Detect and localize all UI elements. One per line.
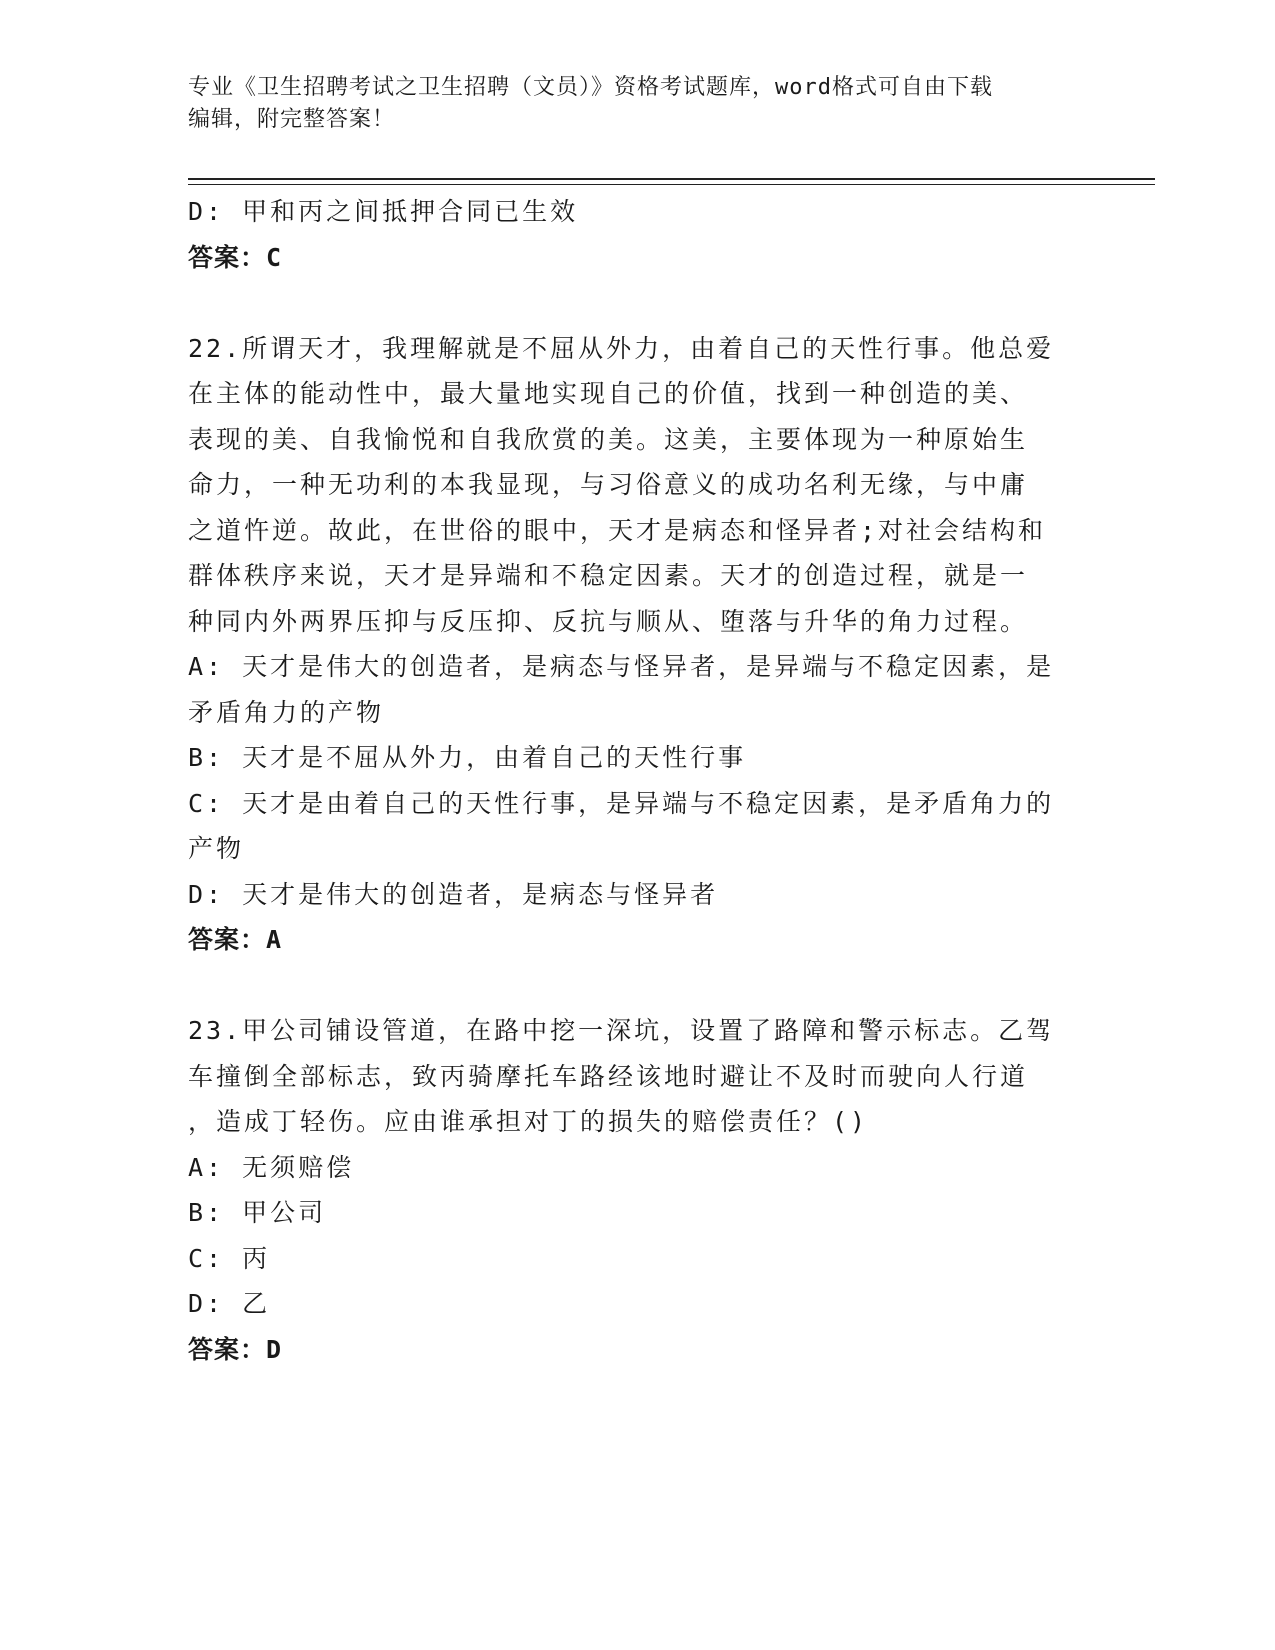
question-22: [188, 326, 1088, 963]
prev-question-answer: 答案：C: [188, 242, 283, 272]
q22-option-a-cont: 矛盾角力的产物: [188, 697, 385, 727]
q23-stem-line: 23.甲公司铺设管道，在路中挖一深坑，设置了路障和警示标志。乙驾: [188, 1016, 1055, 1045]
q22-stem-line: 种同内外两界压抑与反压抑、反抗与顺从、堕落与升华的角力过程。: [188, 606, 1029, 636]
q22-option-d: D: 天才是伟大的创造者，是病态与怪异者: [188, 879, 719, 909]
header-line-2: 编辑，附完整答案！: [188, 107, 396, 132]
q23-stem-line: 车撞倒全部标志，致丙骑摩托车路经该地时避让不及时而驶向人行道: [188, 1061, 1029, 1091]
q23-answer: 答案：D: [188, 1334, 283, 1364]
spacer: [188, 280, 1088, 326]
q22-option-b: B: 天才是不屈从外力，由着自己的天性行事: [188, 743, 747, 772]
q22-stem-line: 表现的美、自我愉悦和自我欣赏的美。这美，主要体现为一种原始生: [188, 424, 1029, 454]
q23-option-c: C: 丙: [188, 1243, 271, 1273]
q23-stem-line: ，造成丁轻伤。应由谁承担对丁的损失的赔偿责任？(): [188, 1107, 869, 1136]
document-body: [188, 189, 1088, 1372]
spacer: [188, 963, 1088, 1009]
question-23: [188, 1008, 1088, 1372]
document-header: [188, 72, 1088, 136]
q23-option-d: D: 乙: [188, 1289, 271, 1318]
q22-stem-line: 之道忤逆。故此，在世俗的眼中，天才是病态和怪异者;对社会结构和: [188, 515, 1047, 545]
q22-stem-line: 命力，一种无功利的本我显现，与习俗意义的成功名利无缘，与中庸: [188, 470, 1029, 499]
header-divider-thick: [188, 178, 1155, 180]
q22-option-c: C: 天才是由着自己的天性行事，是异端与不稳定因素，是矛盾角力的: [188, 788, 1055, 818]
q23-option-a: A: 无须赔偿: [188, 1152, 355, 1182]
q22-stem-line: 22.所谓天才，我理解就是不屈从外力，由着自己的天性行事。他总爱: [188, 333, 1055, 363]
q22-option-a: A: 天才是伟大的创造者，是病态与怪异者，是异端与不稳定因素，是: [188, 652, 1055, 681]
q22-stem-line: 群体秩序来说，天才是异端和不稳定因素。天才的创造过程，就是一: [188, 561, 1029, 590]
q22-option-c-cont: 产物: [188, 834, 245, 863]
prev-question-option-d: D: 甲和丙之间抵押合同已生效: [188, 197, 579, 226]
q22-stem-line: 在主体的能动性中，最大量地实现自己的价值，找到一种创造的美、: [188, 379, 1029, 408]
q23-option-b: B: 甲公司: [188, 1198, 327, 1227]
q22-answer: 答案：A: [188, 925, 283, 954]
header-line-1: 专业《卫生招聘考试之卫生招聘（文员）》资格考试题库，word格式可自由下载: [188, 75, 993, 100]
header-divider-thin: [188, 184, 1155, 185]
